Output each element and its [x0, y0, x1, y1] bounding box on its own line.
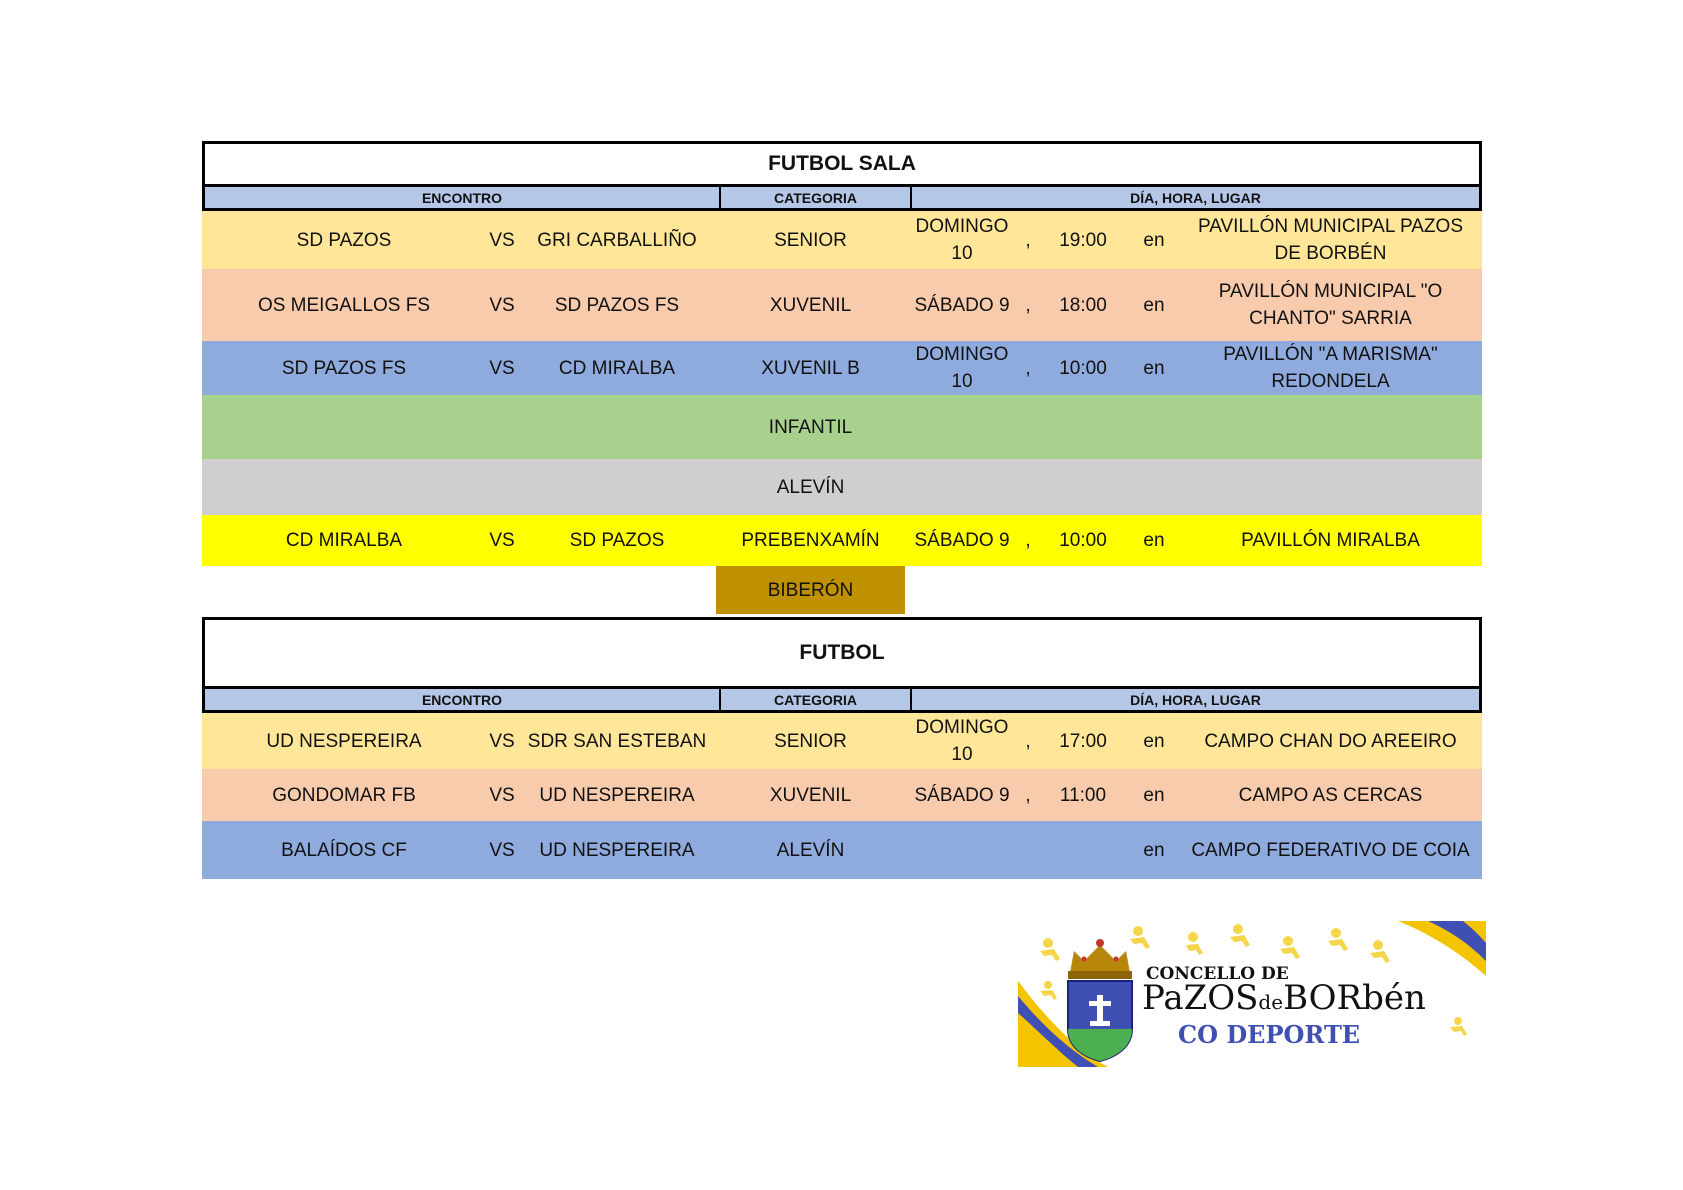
vs-label: VS [489, 730, 515, 752]
header-categoria: CATEGORIA [721, 689, 912, 710]
home-team: BALAÍDOS CF [281, 839, 407, 861]
venue: CAMPO CHAN DO AREEIRO [1204, 730, 1457, 752]
vs-label [486, 566, 518, 614]
venue [905, 566, 1482, 614]
header-categoria: CATEGORIA [721, 187, 912, 208]
category: SENIOR [774, 229, 847, 251]
match-time: 10:00 [1059, 357, 1107, 379]
category: INFANTIL [768, 416, 853, 438]
table-row [202, 515, 1482, 566]
home-team: SD PAZOS [296, 229, 392, 251]
away-team: SD PAZOS FS [554, 294, 680, 316]
away-team: GRI CARBALLIÑO [537, 229, 697, 251]
header-dia-hora-lugar: DÍA, HORA, LUGAR [1130, 189, 1261, 206]
home-team [202, 395, 486, 459]
match-day: SÁBADO 9 [914, 294, 1010, 316]
away-team [518, 459, 716, 515]
table-row [202, 211, 1482, 269]
venue: PAVILLÓN MIRALBA [1241, 530, 1420, 551]
venue: PAVILLÓN MUNICIPAL "O CHANTO" SARRIA [1218, 281, 1443, 329]
header-encontro: ENCONTRO [205, 187, 721, 208]
en-label: en [1143, 294, 1165, 316]
vs-label: VS [489, 357, 515, 379]
en-label: en [1143, 839, 1165, 861]
home-team: CD MIRALBA [285, 530, 403, 551]
venue [905, 395, 1482, 459]
match-time: 10:00 [1059, 530, 1107, 551]
away-team [518, 566, 716, 614]
en-label: en [1143, 730, 1165, 752]
away-team: SD PAZOS [569, 530, 665, 551]
table-row [202, 566, 1482, 614]
venue: CAMPO FEDERATIVO DE COIA [1191, 839, 1470, 861]
table-row [202, 459, 1482, 515]
table-row [202, 769, 1482, 821]
separator [1019, 821, 1037, 879]
en-label: en [1143, 530, 1165, 551]
category: ALEVÍN [776, 839, 845, 861]
match-day: DOMINGO 10 [915, 216, 1009, 264]
category: PREBENXAMÍN [741, 530, 880, 551]
away-team: UD NESPEREIRA [539, 839, 695, 861]
home-team [202, 566, 486, 614]
header-dia-hora-lugar: DÍA, HORA, LUGAR [1130, 691, 1261, 708]
match-time: 17:00 [1059, 730, 1107, 752]
match-time: 11:00 [1059, 784, 1107, 806]
futbol-sala-title: FUTBOL SALA [202, 141, 1482, 187]
logo-line2-a: PaZOS [1142, 978, 1259, 1018]
away-team: SDR SAN ESTEBAN [527, 730, 707, 752]
separator: , [1025, 229, 1031, 251]
category: BIBERÓN [716, 566, 905, 614]
shield-icon [1068, 981, 1132, 1061]
match-time [1037, 821, 1129, 879]
separator: , [1025, 294, 1031, 316]
away-team [518, 395, 716, 459]
en-label: en [1143, 229, 1165, 251]
category: XUVENIL [769, 294, 852, 316]
futbol-sala-header [202, 187, 1482, 211]
logo-graphic [1018, 921, 1486, 1067]
match-time: 18:00 [1059, 294, 1107, 316]
header-encontro: ENCONTRO [205, 689, 721, 710]
match-day: DOMINGO 10 [915, 717, 1009, 765]
match-day: SÁBADO 9 [914, 784, 1010, 806]
vs-label: VS [489, 530, 515, 551]
match-day: DOMINGO 10 [915, 344, 1009, 392]
futbol-table [202, 617, 1482, 879]
vs-label: VS [489, 839, 515, 861]
en-label: en [1143, 357, 1165, 379]
venue: CAMPO AS CERCAS [1238, 784, 1423, 806]
away-team: CD MIRALBA [558, 357, 676, 379]
logo-line3: CO DEPORTE [1178, 1020, 1361, 1049]
venue [905, 459, 1482, 515]
vs-label [486, 395, 518, 459]
home-team [202, 459, 486, 515]
home-team: UD NESPEREIRA [266, 730, 422, 752]
separator: , [1025, 730, 1031, 752]
home-team: SD PAZOS FS [281, 357, 407, 379]
svg-text:PaZOSdeBORbén [1142, 978, 1426, 1018]
table-row [202, 341, 1482, 395]
category: SENIOR [774, 730, 847, 752]
match-day: SÁBADO 9 [914, 530, 1010, 551]
match-day [905, 821, 1019, 879]
away-team: UD NESPEREIRA [539, 784, 695, 806]
vs-label: VS [489, 294, 515, 316]
futbol-sala-table [202, 141, 1482, 614]
logo-line2-b: de [1258, 990, 1284, 1014]
category: XUVENIL [769, 784, 852, 806]
vs-label: VS [489, 784, 515, 806]
match-time: 19:00 [1059, 229, 1107, 251]
table-row [202, 713, 1482, 769]
vs-label: VS [489, 229, 515, 251]
table-row [202, 821, 1482, 879]
logo-line2-c: BORbén [1283, 978, 1426, 1018]
concello-pazos-de-borben-logo [1018, 921, 1486, 1067]
category: ALEVÍN [776, 476, 845, 498]
futbol-header [202, 689, 1482, 713]
venue: PAVILLÓN MUNICIPAL PAZOS DE BORBÉN [1197, 216, 1463, 264]
category: XUVENIL B [761, 357, 860, 379]
home-team: OS MEIGALLOS FS [257, 294, 431, 316]
separator: , [1025, 530, 1031, 551]
table-row [202, 269, 1482, 341]
vs-label [486, 459, 518, 515]
logo-line1: CONCELLO DE [1146, 964, 1289, 984]
venue: PAVILLÓN "A MARISMA" REDONDELA [1223, 344, 1438, 392]
futbol-title: FUTBOL [202, 617, 1482, 689]
home-team: GONDOMAR FB [272, 784, 416, 806]
table-row [202, 395, 1482, 459]
separator: , [1025, 784, 1031, 806]
separator: , [1025, 357, 1031, 379]
en-label: en [1143, 784, 1165, 806]
